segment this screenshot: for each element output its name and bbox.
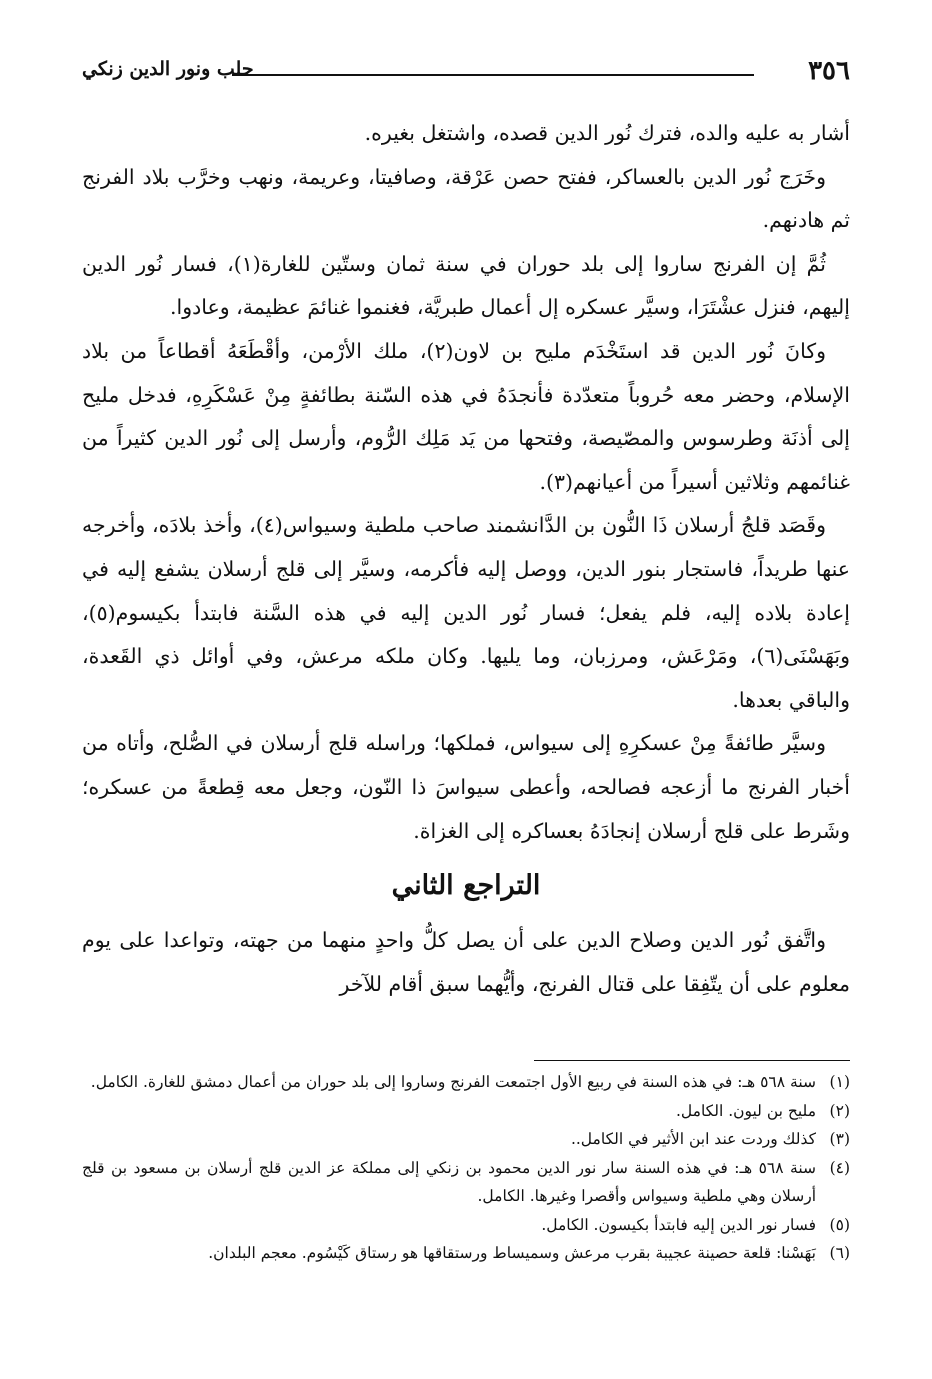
footnote bbox=[82, 1125, 850, 1154]
page-number: ٣٥٦ bbox=[808, 56, 850, 86]
paragraph: وكانَ نُور الدين قد استَخْدَم مليح بن لاون(٢)، ملك الأرْمن، وأقْطَعَهُ أقطاعاً من بلاد الإسلام، وحضر معه حُروباً متعدّدة فأنجدَهُ في هذه السّنة بطائفةٍ مِنْ عَسْكَرِهِ، فدخل مليح إلى أذنَة وطرسوس والمصّيصة، وفتحها من يَد مَلِك الرُّوم، وأرسل إلى نُور الدين كثيراً من غنائمهم وثلاثين أسيراً من أعيانهم(٣). bbox=[82, 338, 850, 494]
footnote-number: (٤) bbox=[829, 1158, 851, 1177]
running-title: حلب ونور الدين زنكي bbox=[82, 58, 254, 80]
footnote-rule bbox=[534, 1060, 850, 1061]
footnote-text: كذلك وردت عند ابن الأثير في الكامل.. bbox=[570, 1130, 816, 1148]
footnote bbox=[82, 1154, 850, 1211]
main-text bbox=[82, 112, 850, 1006]
footnote-number: (٢) bbox=[829, 1101, 850, 1120]
footnote-number: (٣) bbox=[829, 1130, 850, 1148]
footnotes bbox=[82, 1068, 850, 1268]
footnote bbox=[82, 1097, 850, 1126]
footnote-number: (٥) bbox=[829, 1215, 850, 1234]
footnote-text: مليح بن ليون. الكامل. bbox=[675, 1101, 816, 1120]
paragraph: وقَصَد قلجُ أرسلان ذَا النُّون بن الدَّانشمند صاحب ملطية وسيواس(٤)، وأخذ بلادَه، وأخرجه عنها طريداً، فاستجار بنور الدين، ووصل إليه فأكرمه، وسيَّر إلى قلج أرسلان يشفع إليه في إعادة بلاده إليه، فلم يفعل؛ فسار نُور الدين إليه في هذه السَّنة فابتدأ بكيسوم(٥)، وبَهَسْنَى(٦)، ومَرْعَش، ومرزبان، وما يليها. وكان ملكه مرعش، وفي أوائل ذي القَعدة، والباقي بعدها. bbox=[82, 513, 850, 712]
header-rule bbox=[232, 74, 754, 76]
paragraph: أشار به عليه والده، فترك نُور الدين قصده، واشتغل بغيره. bbox=[364, 121, 850, 145]
footnote bbox=[82, 1068, 850, 1097]
paragraph: ثُمَّ إن الفرنج ساروا إلى بلد حوران في سنة ثمان وستّين للغارة(١)، فسار نُور الدين إليهم، فنزل عشْتَرَا، وسيَّر عسكره إل أعمال طبريَّة، فغنموا غنائمَ عظيمة، وعادوا. bbox=[82, 251, 850, 320]
footnote-number: (٦) bbox=[829, 1244, 850, 1262]
paragraph: واتَّفق نُور الدين وصلاح الدين على أن يصل كلُّ واحدٍ منهما من جهته، وتواعدا على يوم معلوم على أن يتّفِقا على قتال الفرنج، وأيُّهما سبق أقام للآخر bbox=[82, 928, 850, 996]
footnote-text: سنة ٥٦٨ هـ: في هذه السنة سار نور الدين محمود بن زنكي إلى مملكة عز الدين قلج أرسلان بن مسعود بن قلج أرسلان وهي ملطية وسيواس وأقصرا وغيرها. الكامل. bbox=[82, 1158, 817, 1205]
page-header bbox=[82, 52, 850, 92]
footnote bbox=[82, 1211, 850, 1240]
paragraph: وسيَّر طائفةً مِنْ عسكرِهِ إلى سيواس، فملكها؛ وراسله قلج أرسلان في الصُّلح، وأتاه من أخبار الفرنج ما أزعجه فصالحه، وأعطى سيواسَ ذا النّون، وجعل معه قِطعةً من عسكره؛ وشَرط على قلج أرسلان إنجادَهُ بعساكره إلى الغزاة. bbox=[82, 731, 850, 843]
section-heading: التراجع الثاني bbox=[391, 870, 541, 902]
footnote-text: سنة ٥٦٨ هـ: في هذه السنة في ربيع الأول اجتمعت الفرنج وساروا إلى بلد حوران من أعمال دمشق للغارة. الكامل. bbox=[90, 1073, 816, 1091]
footnote-text: فسار نور الدين إليه فابتدأ بكيسون. الكامل. bbox=[541, 1215, 816, 1234]
footnote-text: بَهَسْنا: قلعة حصينة عجيبة بقرب مرعش وسميساط ورستقاقها هو رستاق كَيْسُوم. معجم البلدان. bbox=[208, 1244, 816, 1262]
footnote-number: (١) bbox=[829, 1073, 850, 1091]
footnote bbox=[82, 1239, 850, 1268]
paragraph: وخَرَج نُور الدين بالعساكر، ففتح حصن عَرْقة، وصافيتا، وعريمة، ونهب وخرَّب بلاد الفرنج ثم هادنهم. bbox=[82, 164, 850, 233]
